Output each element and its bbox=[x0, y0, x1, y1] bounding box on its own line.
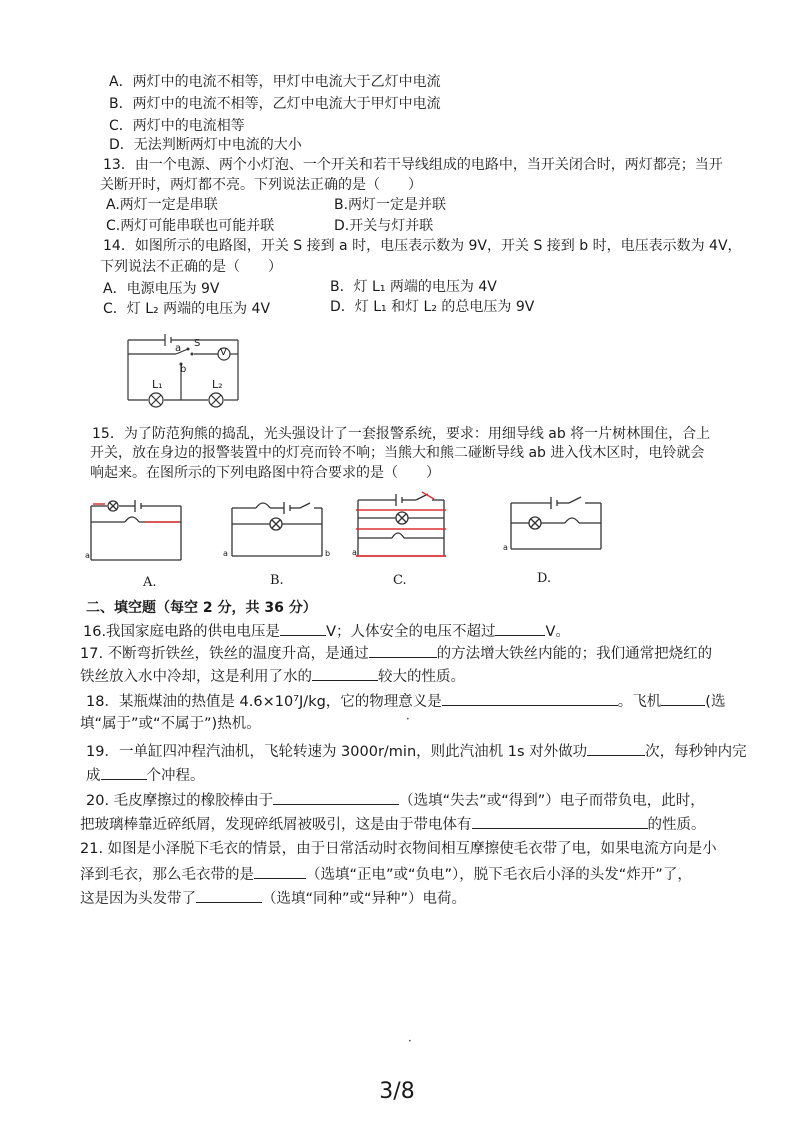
q21-text-4: 这是因为头发带了 bbox=[80, 891, 196, 907]
q15c-end-a: a bbox=[352, 548, 357, 557]
q15-stem-line1: 15．为了防范狗熊的捣乱，光头强设计了一套报警系统，要求：用细导线 ab 将一片树林围住，合上 bbox=[92, 426, 711, 442]
q14-label-b: b bbox=[180, 364, 187, 375]
q21-text-2: 泽到毛衣，那么毛衣带的是 bbox=[80, 867, 254, 883]
q20-blank-2[interactable] bbox=[472, 813, 648, 829]
q15-circuit-b bbox=[222, 494, 334, 564]
q21-text-3: （选填“正电”或“负电”），脱下毛衣后小泽的头发“炸开”了， bbox=[306, 867, 692, 883]
q14-option-a: A．电源电压为 9V bbox=[103, 281, 220, 297]
q21-line1 bbox=[80, 838, 717, 860]
q18-text-4: 填“属于”或“不属于”)热机。 bbox=[80, 716, 261, 732]
q14-circuit-diagram bbox=[120, 328, 250, 413]
q15-circuit-d bbox=[503, 489, 607, 564]
q21-text-1: 21. 如图是小泽脱下毛衣的情景，由于日常活动时衣物间相互摩擦使毛衣带了电，如果电流方向是小 bbox=[80, 841, 717, 857]
q15-stem-line2: 开关，放在身边的报警装置中的灯亮而铃不响；当熊大和熊二碰断导线 ab 进入伐木区时，电铃就会 bbox=[90, 445, 705, 461]
q16-blank-2[interactable] bbox=[495, 620, 545, 636]
page-number: 3/8 bbox=[379, 1079, 415, 1104]
q17-blank-1[interactable] bbox=[369, 642, 437, 658]
q20-line2 bbox=[80, 813, 706, 836]
q19-text-3: 成 bbox=[86, 768, 101, 784]
q18-line1 bbox=[86, 690, 725, 713]
q14-stem-line2: 下列说法不正确的是（ ） bbox=[100, 259, 282, 275]
q18-blank-2[interactable] bbox=[661, 690, 705, 706]
q17-text-3: 铁丝放入水中冷却，这是利用了水的 bbox=[80, 669, 312, 685]
q20-text-2: （选填“失去”或“得到”）电子而带负电，此时， bbox=[399, 793, 705, 809]
q12-option-d: D．无法判断两灯中电流的大小 bbox=[109, 137, 302, 153]
q18-text-3: (选 bbox=[705, 694, 726, 710]
q15b-end-a: a bbox=[223, 549, 228, 558]
q21-line2 bbox=[80, 863, 692, 886]
q16-blank-1[interactable] bbox=[280, 620, 326, 636]
q20-text-3: 把玻璃棒靠近碎纸屑，发现碎纸屑被吸引，这是由于带电体有 bbox=[80, 817, 472, 833]
q16-text-3: V。 bbox=[545, 624, 570, 640]
q21-blank-2[interactable] bbox=[196, 887, 262, 903]
q21-line3 bbox=[80, 887, 466, 910]
q15b-end-b: b bbox=[325, 549, 331, 558]
q19-line2 bbox=[86, 764, 205, 787]
q18-text-1: 18．某瓶煤油的热值是 4.6×10⁷J/kg，它的物理意义是 bbox=[86, 694, 442, 710]
q20-text-1: 20. 毛皮摩擦过的橡胶棒由于 bbox=[86, 793, 274, 809]
q21-blank-1[interactable] bbox=[254, 863, 306, 879]
q13-stem-line2: 关断开时，两灯都不亮。下列说法正确的是（ ） bbox=[100, 177, 422, 193]
q15-stem-line3: 响起来。在图所示的下列电路图中符合要求的是（ ） bbox=[90, 465, 440, 481]
q18-text-2: 。飞机 bbox=[617, 694, 662, 710]
q17-text-4: 较大的性质。 bbox=[378, 669, 465, 685]
q14-label-l1: L₁ bbox=[152, 378, 163, 391]
q14-label-v: V bbox=[220, 347, 227, 358]
q17-line1 bbox=[80, 642, 712, 665]
q18-blank-1[interactable] bbox=[442, 690, 618, 706]
q15-caption-a: A. bbox=[143, 575, 157, 590]
q14-label-a: a bbox=[175, 343, 182, 354]
q19-text-4: 个冲程。 bbox=[146, 768, 205, 784]
q15-caption-b: B. bbox=[270, 573, 284, 588]
scan-mark: • bbox=[408, 1038, 412, 1045]
q16-text-1: 16.我国家庭电路的供电电压是 bbox=[83, 624, 281, 640]
q15-caption-c: C. bbox=[393, 573, 407, 588]
q19-text-2: 次，每秒钟内完 bbox=[645, 744, 747, 760]
q15d-end-a: a bbox=[503, 543, 508, 552]
q19-text-1: 19．一单缸四冲程汽油机，飞轮转速为 3000r/min，则此汽油机 1s 对外做功 bbox=[86, 744, 588, 760]
q21-text-5: （选填“同种”或“异种”）电荷。 bbox=[262, 891, 467, 907]
q20-line1 bbox=[86, 789, 705, 812]
q19-blank-2[interactable] bbox=[101, 764, 147, 780]
q14-label-s: S bbox=[194, 338, 201, 349]
q19-blank-1[interactable] bbox=[587, 740, 645, 756]
q13-option-a: A.两灯一定是串联 bbox=[106, 197, 218, 213]
q13-stem-line1: 13．由一个电源、两个小灯泡、一个开关和若干导线组成的电路中，当开关闭合时，两灯都亮；当开 bbox=[103, 157, 723, 173]
q17-line2 bbox=[80, 665, 465, 688]
q17-blank-2[interactable] bbox=[312, 665, 378, 681]
q14-option-c: C．灯 L₂ 两端的电压为 4V bbox=[103, 301, 271, 317]
q20-text-4: 的性质。 bbox=[647, 817, 706, 833]
q13-option-c: C.两灯可能串联也可能并联 bbox=[106, 218, 275, 234]
q14-stem-line1: 14．如图所示的电路图，开关 S 接到 a 时，电压表示数为 9V，开关 S 接到 b 时，电压表示数为 4V， bbox=[103, 238, 742, 254]
q14-label-l2: L₂ bbox=[212, 378, 223, 391]
q14-option-b: B．灯 L₁ 两端的电压为 4V bbox=[330, 279, 497, 295]
q15-circuit-a bbox=[85, 494, 185, 564]
q13-option-b: B.两灯一定是并联 bbox=[334, 197, 447, 213]
q19-line1 bbox=[86, 740, 747, 763]
q15-caption-d: D. bbox=[537, 571, 552, 586]
q15-circuit-c bbox=[352, 490, 452, 564]
q18-line2 bbox=[80, 713, 261, 735]
q16-line bbox=[83, 620, 570, 643]
q12-option-a: A．两灯中的电流不相等，甲灯中电流大于乙灯中电流 bbox=[109, 74, 441, 90]
q14-option-d: D．灯 L₁ 和灯 L₂ 的总电压为 9V bbox=[330, 299, 535, 315]
q12-option-c: C．两灯中的电流相等 bbox=[109, 118, 245, 134]
q12-option-b: B．两灯中的电流不相等，乙灯中电流大于甲灯中电流 bbox=[109, 96, 441, 112]
q13-option-d: D.开关与灯并联 bbox=[334, 218, 434, 234]
scan-mark: • bbox=[406, 716, 410, 723]
q15a-end-a: a bbox=[85, 551, 90, 560]
q20-blank-1[interactable] bbox=[273, 789, 399, 805]
q16-text-2: V；人体安全的电压不超过 bbox=[326, 624, 496, 640]
section-heading-fill-in: 二、填空题（每空 2 分，共 36 分） bbox=[86, 600, 317, 616]
q17-text-2: 的方法增大铁丝内能的；我们通常把烧红的 bbox=[436, 646, 713, 662]
q17-text-1: 17. 不断弯折铁丝，铁丝的温度升高，是通过 bbox=[80, 646, 369, 662]
